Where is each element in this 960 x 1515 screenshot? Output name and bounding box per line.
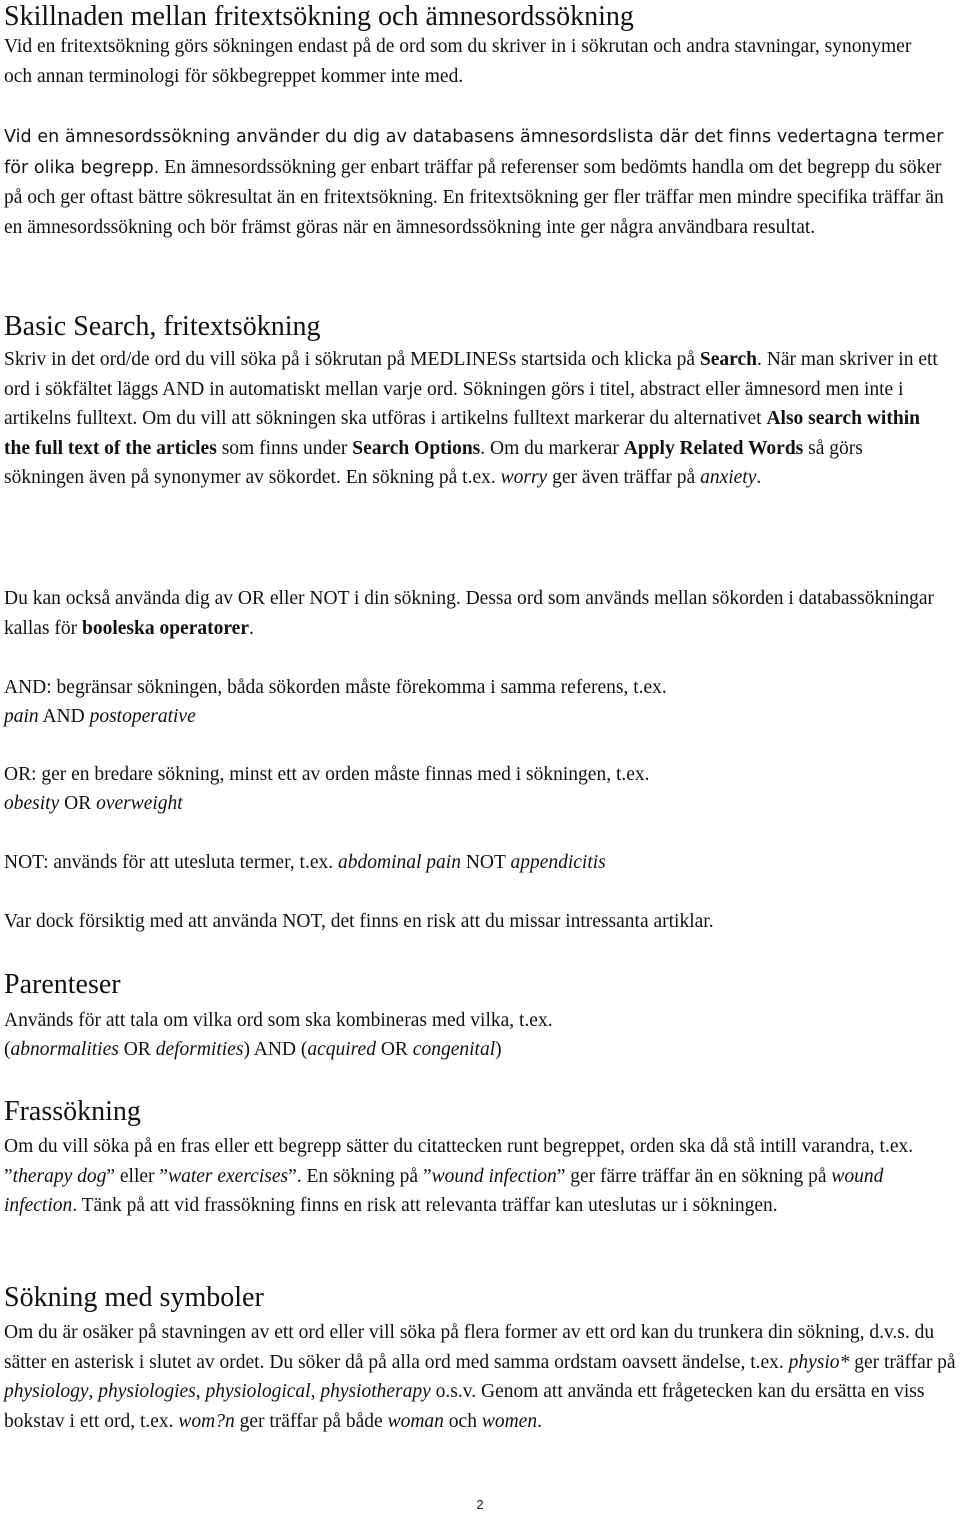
text-run: . Om du markerar bbox=[480, 437, 624, 459]
parenteser-example bbox=[4, 1035, 958, 1065]
example-term: woman bbox=[387, 1410, 444, 1432]
paragraph-frassokning bbox=[4, 1132, 954, 1221]
example-term: acquired bbox=[307, 1039, 376, 1060]
section-heading-basic-search: Basic Search, fritextsökning bbox=[4, 311, 321, 342]
text-run: Du kan också använda dig av OR eller NOT i din sökning. Dessa ord som används mellan sökorden i databassökningar kallas för bbox=[4, 588, 935, 639]
paragraph-amnesord-lead: Vid en ämnesordssökning använder du dig av databasens ämnesordslista där det finns vedertagna termer för olika begrepp. bbox=[4, 127, 944, 178]
text-run: NOT: används för att utesluta termer, t.ex. bbox=[4, 852, 338, 873]
operator-and: ) AND ( bbox=[243, 1039, 308, 1060]
and-description: AND: begränsar sökningen, båda sökorden måste förekomma i samma referens, t.ex. bbox=[4, 677, 667, 698]
example-term: physio* bbox=[788, 1351, 850, 1373]
paragraph-amnesord bbox=[4, 122, 958, 242]
text-run: , bbox=[310, 1381, 321, 1402]
example-term: pain bbox=[4, 706, 39, 727]
paragraph-fritext-intro: Vid en fritextsökning görs sökningen endast på de ord som du skriver in i sökrutan och andra stavningar, synonymer och annan terminologi för sökbegreppet kommer inte med. bbox=[4, 36, 912, 87]
section-heading-fritext-vs-amnesord: Skillnaden mellan fritextsökning och ämnesordssökning bbox=[4, 1, 634, 32]
paragraph-symboler bbox=[4, 1318, 958, 1436]
and-example bbox=[4, 702, 958, 732]
term-search: Search bbox=[699, 349, 757, 370]
text-run: ger även träffar på bbox=[547, 467, 701, 488]
example-term: therapy dog bbox=[12, 1165, 107, 1187]
example-term: deformities bbox=[155, 1039, 244, 1060]
section-heading-frassokning: Frassökning bbox=[4, 1096, 141, 1127]
term-apply-related-words: Apply Related Words bbox=[623, 437, 804, 459]
not-description bbox=[4, 848, 958, 878]
paragraph-amnesord-rest: En ämnesordssökning ger enbart träffar på referenser som bedömts handla om det begrepp du söker på och ger oftast bättre sökresultat än en fritextsökning. En fritextsökning ger fler träffar men mindre specifika träffar än en ämnesordssökning och bör främst göras när en ämnesordssökning inte ger några användbara resultat. bbox=[4, 156, 944, 238]
or-example bbox=[4, 789, 958, 819]
operator-not: NOT bbox=[460, 852, 511, 873]
example-term: wom?n bbox=[178, 1410, 235, 1432]
text-run: , bbox=[88, 1381, 99, 1402]
section-heading-parenteser: Parenteser bbox=[4, 969, 121, 1000]
text-run: Om du är osäker på stavningen av ett ord eller vill söka på flera former av ett ord kan du trunkera din sökning, d.v.s. du sätter en asterisk i slutet av ordet. Du söker då på alla ord med samma ordstam oavsett ändelse, t.ex. bbox=[4, 1322, 935, 1373]
text-run: ger träffar på både bbox=[234, 1410, 388, 1432]
example-term: congenital bbox=[412, 1039, 496, 1060]
text-run: Om du vill söka på en fras eller ett begrepp sätter du citattecken runt begreppet, orden ska då stå intill varandra, t.ex. ” bbox=[4, 1136, 914, 1187]
section-heading-symboler: Sökning med symboler bbox=[4, 1282, 264, 1313]
example-term: physiology bbox=[4, 1381, 89, 1402]
example-term: physiological bbox=[205, 1381, 311, 1402]
term-search-options: Search Options bbox=[352, 437, 481, 459]
text-run: . Tänk på att vid frassökning finns en risk att relevanta träffar kan uteslutas ur i sökningen. bbox=[72, 1195, 778, 1216]
example-term: appendicitis bbox=[510, 852, 606, 873]
text-run: , bbox=[195, 1381, 206, 1402]
example-term: wound infection bbox=[431, 1165, 557, 1187]
operator-or: OR bbox=[59, 793, 97, 814]
text-run: som finns under bbox=[216, 437, 353, 459]
parenteser-description: Används för att tala om vilka ord som ska kombineras med vilka, t.ex. bbox=[4, 1010, 553, 1031]
text-run: Skriv in det ord/de ord du vill söka på i sökrutan på MEDLINESs startsida och klicka på bbox=[4, 349, 700, 370]
text-run: . bbox=[537, 1410, 542, 1432]
paragraph-boolean-intro bbox=[4, 584, 944, 643]
text-run: och bbox=[443, 1410, 482, 1432]
example-term: women bbox=[481, 1410, 538, 1432]
or-description: OR: ger en bredare sökning, minst ett av orden måste finnas med i sökningen, t.ex. bbox=[4, 764, 650, 785]
text-run: . bbox=[248, 617, 254, 639]
not-warning: Var dock försiktig med att använda NOT, det finns en risk att du missar intressanta artiklar. bbox=[4, 911, 714, 932]
operator-or: OR bbox=[118, 1039, 156, 1060]
example-term: obesity bbox=[4, 793, 60, 814]
example-term: postoperative bbox=[89, 706, 196, 727]
text-run: ” ger färre träffar än en sökning på bbox=[556, 1165, 832, 1187]
example-term: abnormalities bbox=[10, 1039, 119, 1060]
text-run: . bbox=[756, 467, 762, 488]
example-term: water exercises bbox=[168, 1165, 289, 1187]
example-term: physiotherapy bbox=[320, 1381, 431, 1402]
operator-and: AND bbox=[38, 706, 90, 727]
example-term: physiologies bbox=[98, 1381, 196, 1402]
example-term: wound infection bbox=[4, 1165, 884, 1216]
operator-or: OR bbox=[375, 1039, 413, 1060]
text-run: . När man skriver in ett ord i sökfältet läggs AND in automatiskt mellan varje ord. Sökningen görs i titel, abstract eller ämnesord men inte i artikelns fulltext. Om du vill att sökningen ska utföras i artikelns fulltext markerar du alternativet bbox=[4, 349, 938, 429]
text-run: o.s.v. Genom att använda ett frågetecken kan du ersätta en viss bokstav i ett ord, t.ex. bbox=[4, 1381, 925, 1432]
paragraph-basic-search bbox=[4, 345, 944, 493]
example-term: abdominal pain bbox=[337, 852, 461, 873]
term-also-search-fulltext: Also search within the full text of the articles bbox=[4, 408, 920, 459]
text-run: ) bbox=[495, 1039, 502, 1060]
text-run: ” eller ” bbox=[106, 1165, 169, 1187]
text-run: ger träffar på bbox=[849, 1351, 956, 1373]
text-run: ”. En sökning på ” bbox=[288, 1165, 432, 1187]
example-worry: worry bbox=[500, 467, 548, 488]
page-number: 2 bbox=[476, 1497, 484, 1512]
text-run: ( bbox=[4, 1039, 11, 1060]
text-run: så görs sökningen även på synonymer av sökordet. En sökning på t.ex. bbox=[4, 437, 863, 488]
term-booleska-operatorer: booleska operatorer bbox=[81, 617, 249, 639]
example-term: overweight bbox=[96, 793, 183, 814]
example-anxiety: anxiety bbox=[700, 467, 757, 488]
